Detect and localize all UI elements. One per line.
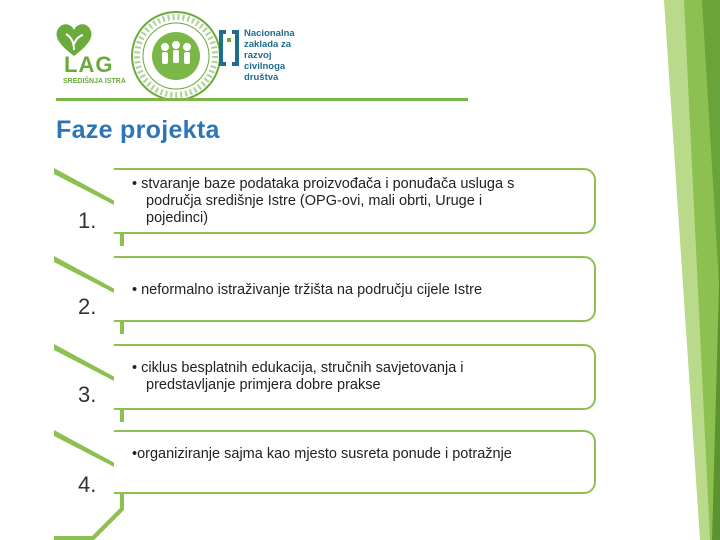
phase-line: predstavljanje primjera dobre prakse (146, 377, 381, 393)
phase-box-1 (114, 168, 596, 234)
phase-box-3 (114, 344, 596, 410)
phase-number-1: 1. (78, 208, 97, 233)
nzrcd-line: Nacionalna (244, 28, 295, 39)
phase-number-4: 4. (78, 472, 97, 497)
phase-line: •organiziranje sajma kao mjesto susreta ponude i potražnje (132, 446, 512, 462)
phase-number-3: 3. (78, 382, 97, 407)
phase-line: • ciklus besplatnih edukacija, stručnih savjetovanja i (132, 360, 464, 376)
nzrcd-logo-text (244, 28, 295, 83)
nzrcd-line: zaklada za (244, 39, 291, 50)
nzrcd-bracket-icon (218, 28, 240, 68)
header-divider (56, 98, 468, 101)
phase-text-1 (132, 176, 578, 227)
lag-logo (54, 22, 126, 85)
decorative-stripes (650, 0, 720, 540)
lag-subtitle: SREDIŠNJA ISTRA (63, 78, 126, 85)
lag-wordmark: LAG (64, 52, 114, 77)
phase-text-2 (132, 282, 578, 299)
nzrcd-line: društva (244, 72, 279, 83)
phase-line: pojedinci) (146, 210, 209, 226)
phase-text-3 (132, 360, 578, 394)
phase-text-4 (132, 446, 578, 463)
phase-line: • neformalno istraživanje tržišta na području cijele Istre (132, 282, 483, 298)
phase-box-4 (114, 430, 596, 494)
page-title: Faze projekta (56, 116, 220, 144)
phase-line: • stvaranje baze podataka proizvođača i ponuđača usluga s (132, 176, 515, 192)
partnership-seal-logo (130, 10, 222, 102)
nzrcd-line: razvoj (244, 50, 272, 61)
phase-line: područja središnje Istre (OPG-ovi, mali obrti, Uruge i (146, 193, 483, 209)
phase-number-2: 2. (78, 294, 97, 319)
nzrcd-line: civilnoga (244, 61, 286, 72)
phase-box-2 (114, 256, 596, 322)
